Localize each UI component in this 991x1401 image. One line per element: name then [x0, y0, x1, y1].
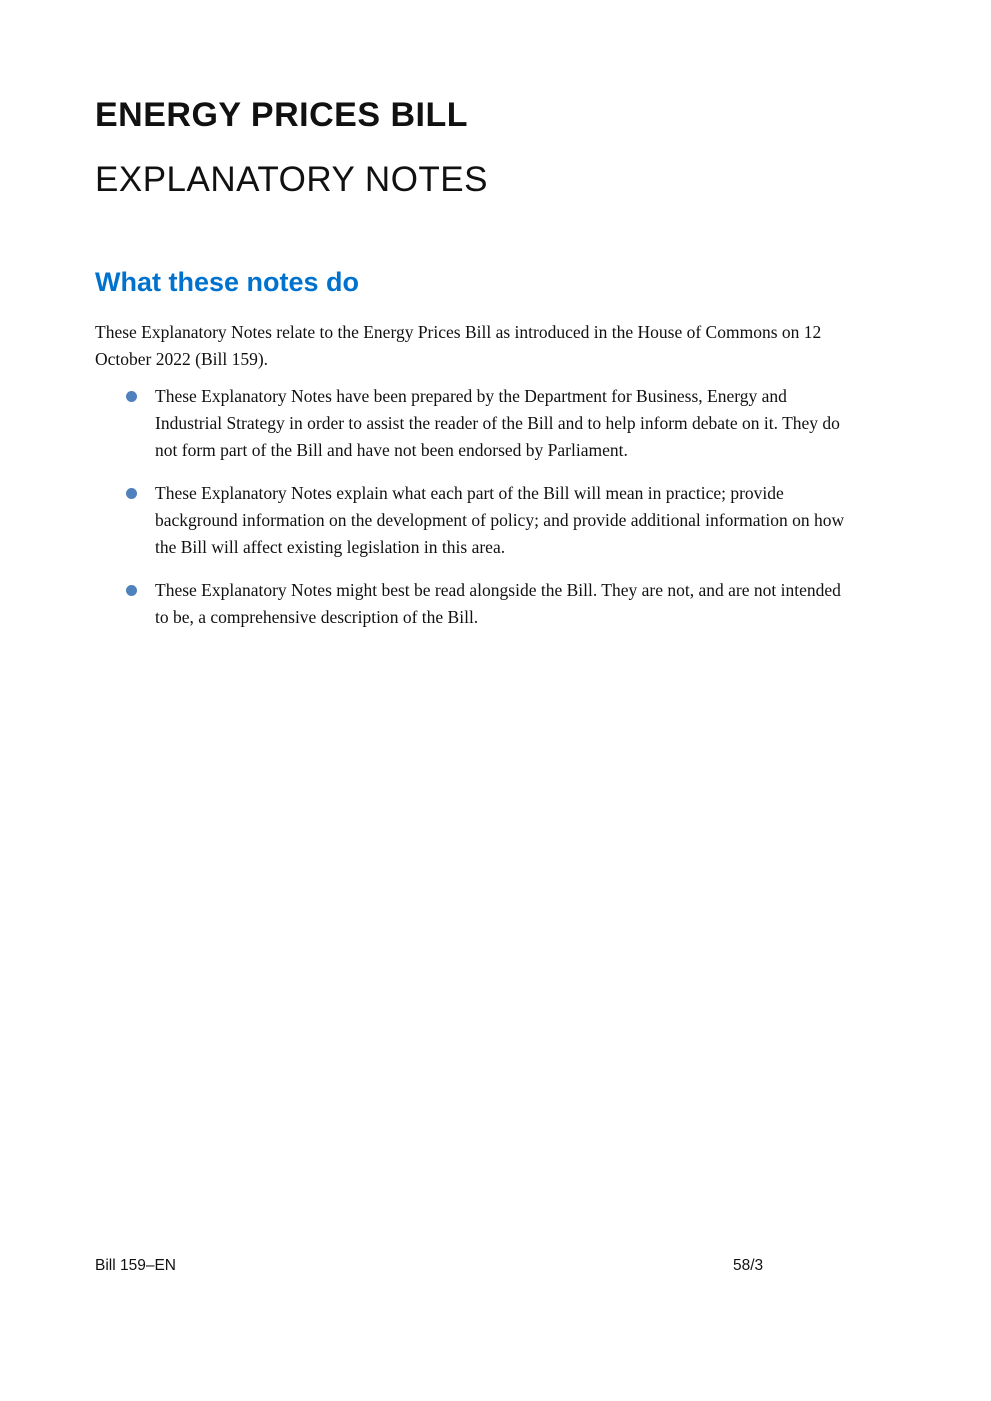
bullet-marker — [126, 488, 137, 499]
section-heading: What these notes do — [95, 267, 360, 297]
bullet-text: These Explanatory Notes explain what each part of the Bill will mean in practice; provide background information on the development of policy; and provide additional information on how the Bill will affect existing legislation in this area. — [155, 483, 845, 557]
intro-paragraph: These Explanatory Notes relate to the Energy Prices Bill as introduced in the House of Commons on 12 October 2022 (Bill 159). — [95, 322, 822, 369]
page-title: ENERGY PRICES BILL — [95, 96, 468, 134]
bullet-item — [95, 480, 850, 561]
bullet-marker — [126, 391, 137, 402]
bullet-list — [95, 383, 855, 647]
bullet-text: These Explanatory Notes might best be read alongside the Bill. They are not, and are not intended to be, a comprehensive description of the Bill. — [155, 580, 841, 627]
footer-page-number: 58/3 — [733, 1257, 764, 1274]
bullet-text: These Explanatory Notes have been prepared by the Department for Business, Energy and Industrial Strategy in order to assist the reader of the Bill and to help inform debate on it. They do not form part of the Bill and have not been endorsed by Parliament. — [155, 386, 840, 460]
footer-bill-number: Bill 159–EN — [95, 1257, 176, 1274]
bullet-item — [95, 383, 850, 464]
bullet-item — [95, 577, 850, 631]
bullet-marker — [126, 585, 137, 596]
page-subtitle: EXPLANATORY NOTES — [95, 160, 488, 199]
